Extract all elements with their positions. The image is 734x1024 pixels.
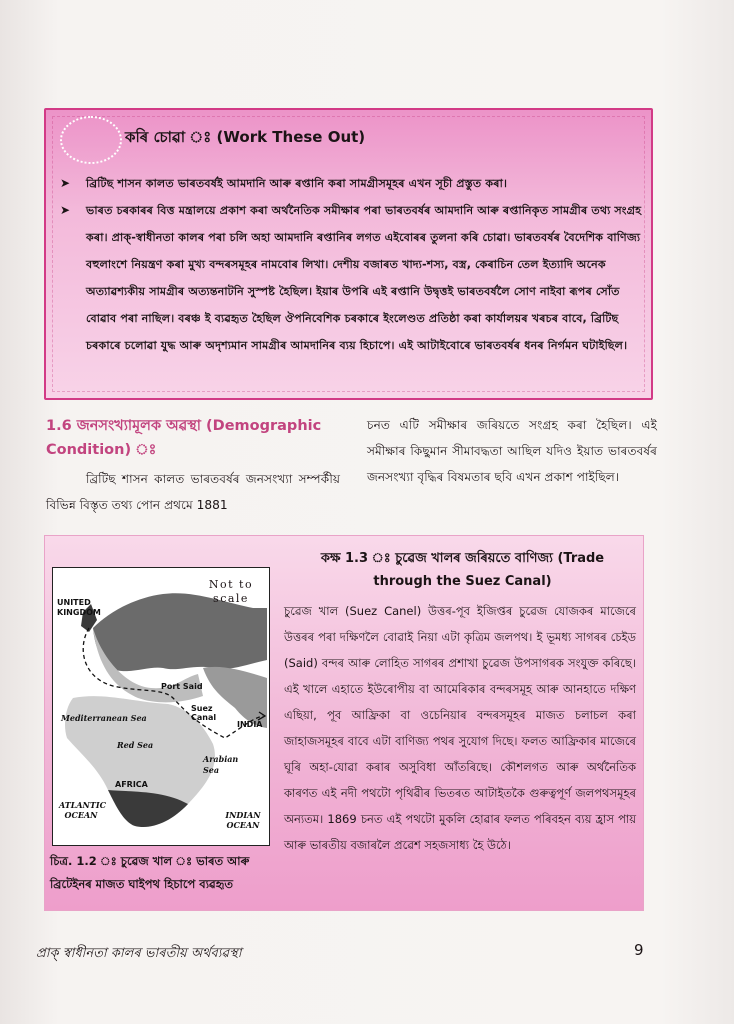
- section-heading: 1.6 জনসংখ্যামূলক অৱস্থা (Demographic Condition) ঃ: [46, 418, 322, 458]
- activity-list: [52, 170, 642, 359]
- indian-ocean-label: INDIAN OCEAN: [225, 810, 261, 830]
- uk-label: UNITED KINGDOM: [57, 598, 101, 617]
- port-said-label: Port Said: [161, 682, 203, 691]
- africa-label: AFRICA: [115, 780, 148, 789]
- thought-bubble-icon: [60, 116, 122, 164]
- red-sea-label: Red Sea: [117, 740, 154, 750]
- running-footer: প্ৰাক্ স্বাধীনতা কালৰ ভাৰতীয় অৰ্থব্যৱস্থা: [36, 946, 242, 961]
- arabian-sea-label: Arabian Sea: [203, 754, 239, 775]
- mediterranean-label: Mediterranean Sea: [61, 713, 147, 723]
- figure-caption: চিত্ৰ. 1.2 ঃ চুৱেজ খাল ঃ ভাৰত আৰু ব্ৰিটেইনৰ মাজত ঘাইপথ হিচাপে ব্যৱহৃত: [50, 854, 250, 891]
- box-title: কৰি চোৱা ঃ (Work These Out): [125, 128, 366, 146]
- page-number: 9: [634, 941, 644, 959]
- section-paragraph-left: ব্ৰিটিছ শাসন কালত ভাৰতবৰ্ষৰ জনসংখ্যা সম্পৰ্কীয় বিভিন্ন বিস্তৃত তথ্য পোন প্ৰথমে 1881: [46, 472, 340, 512]
- section-paragraph-right: চনত এটি সমীক্ষাৰ জৰিয়তে সংগ্ৰহ কৰা হৈছিল। এই সমীক্ষাৰ কিছুমান সীমাবদ্ধতা আছিল যদিও ইয়াত ভাৰতবৰ্ষৰ জনসংখ্যা বৃদ্ধিৰ বিষমতাৰ ছবি এখন প্ৰকাশ পাইছিল।: [367, 418, 657, 484]
- suez-paragraph: চুৱেজ খাল (Suez Canel) উত্তৰ-পূব ইজিপ্তৰ চুৱেজ যোজকৰ মাজেৰে উত্তৰৰ পৰা দক্ষিণলৈ বোৱাই নিয়া এটা কৃত্ৰিম জলপথ। ই ভূমধ্য সাগৰৰ চেইড (Said) বন্দৰ আৰু লোহিত সাগৰৰ প্ৰশাখা চুৱেজ উপসাগৰক সংযুক্ত কৰিছে। এই খালে এহাতে ইউৰোপীয় বা আমেৰিকাৰ বন্দৰসমূহ আৰু আনহাতে দক্ষিণ এছিয়া, পূব আফ্ৰিকা বা ওচেনিয়াৰ বন্দৰসমূহৰ মাজত চলাচল কৰা জাহাজসমূহৰ বাবে এটা বাণিজ্য পথৰ সুযোগ দিছে। ফলত আফ্ৰিকাৰ মাজেৰে ঘূৰি অহা-যোৱা কৰাৰ অসুবিধা আঁতৰিছে। কৌশলগত আৰু অৰ্থনৈতিক কাৰণত এই নদী পথটো পৃথিৱীৰ ভিতৰত আটাইতকৈ গুৰুত্বপূৰ্ণ জলপথসমূহৰ অন্যতম। 1869 চনত এই পথটো মুকলি হোৱাৰ ফলত পৰিবহন ব্যয় হ্ৰাস পায় আৰু ভাৰতীয় বজাৰলৈ প্ৰৱেশ সহজসাধ্য হৈ উঠে।: [284, 604, 636, 852]
- atlantic-label: ATLANTIC OCEAN: [59, 800, 106, 820]
- suez-label: Suez Canal: [191, 704, 217, 722]
- list-item: ➤ ব্ৰিটিছ শাসন কালত ভাৰতবৰ্ষই আমদানি আৰু ৰপ্তানি কৰা সামগ্ৰীসমূহৰ এখন সূচী প্ৰস্তুত কৰা।: [52, 170, 642, 197]
- india-label: INDIA: [237, 720, 263, 729]
- list-item: ➤ ভাৰত চৰকাৰৰ বিত্ত মন্ত্ৰালয়ে প্ৰকাশ কৰা অৰ্থনৈতিক সমীক্ষাৰ পৰা ভাৰতবৰ্ষৰ আমদানি আৰু ৰপ্তানিকৃত সামগ্ৰীৰ তথ্য সংগ্ৰহ কৰা। প্ৰাক্-স্বাধীনতা কালৰ পৰা চলি অহা আমদানি ৰপ্তানিৰ লগত এইবোৰৰ তুলনা কৰি চোৱা। ভাৰতবৰ্ষৰ বৈদেশিক বাণিজ্য বহুলাংশে নিয়ন্ত্ৰণ কৰা মুখ্য বন্দৰসমূহৰ নামবোৰ লিখা। দেশীয় বজাৰত খাদ্য-শস্য, বস্ত্ৰ, কেৰাচিন তেল ইত্যাদি অনেক অত্যাৱশ্যকীয় সামগ্ৰীৰ অত্যন্তনাটনি সুস্পষ্ট হৈছিল। ইয়াৰ উপৰি এই ৰপ্তানি উদ্বৃত্তই ভাৰতবৰ্ষলৈ সোণ নাইবা ৰূপৰ সোঁত বোৱাব পৰা নাছিল। বৰঞ্চ ই ব্যৱহৃত হৈছিল ঔপনিবেশিক চৰকাৰে ইংলেণ্ডত প্ৰতিষ্ঠা কৰা কাৰ্যালয়ৰ খৰচৰ বাবে, ব্ৰিটিছ চৰকাৰে চলোৱা যুদ্ধ আৰু অদৃশ্যমান সামগ্ৰীৰ আমদানিৰ ব্যয় হিচাপে। এই আটাইবোৰে ভাৰতবৰ্ষৰ ধনৰ নিৰ্গমন ঘটাইছিল।: [52, 197, 642, 359]
- box-title: কক্ষ 1.3 ঃ চুৱেজ খালৰ জৰিয়তে বাণিজ্য (Trade through the Suez Canal): [320, 551, 605, 589]
- suez-map-figure: [52, 567, 270, 846]
- not-to-scale-label: Not to scale: [208, 578, 254, 605]
